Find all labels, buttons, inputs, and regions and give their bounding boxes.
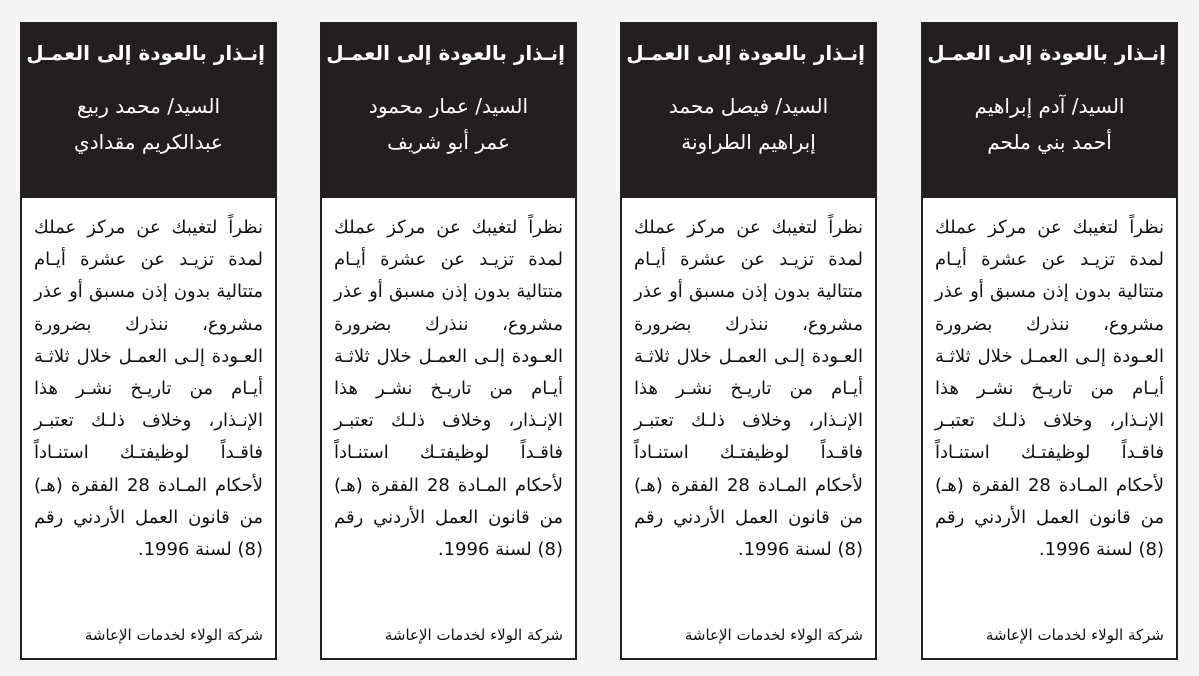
- notice-title: إنـذار بالعودة إلى العمـل: [26, 41, 265, 65]
- recipient-name-line1: السيد/ آدم إبراهيم: [974, 94, 1125, 118]
- notice-signature: شركة الولاء لخدمات الإعاشة: [384, 626, 563, 644]
- recipient-name-line1: السيد/ فيصل محمد: [668, 94, 829, 118]
- notice-card-4: [20, 22, 277, 660]
- notice-title: إنـذار بالعودة إلى العمـل: [927, 41, 1166, 65]
- recipient-name-line2: إبراهيم الطراونة: [681, 130, 816, 154]
- recipient-name-line2: أحمد بني ملحم: [987, 130, 1112, 154]
- notice-signature: شركة الولاء لخدمات الإعاشة: [985, 626, 1164, 644]
- notice-body: نظراً لتغيبك عن مركز عملك لمدة تزيـد عن عشرة أيـام متتالية بدون إذن مسبق أو عذر مشروع، ننذرك بضرورة العـودة إلـى العمـل خلال ثلاثـة أيـام من تاريـخ نشـر هذا الإنـذار، وخلاف ذلـك تعتبـر فاقـداً لوظيفتـك استنـاداً لأحكام المـادة 28 الفقرة (هـ) من قانون العمل الأردني رقم (8) لسنة 1996.: [34, 217, 263, 561]
- notice-body: نظراً لتغيبك عن مركز عملك لمدة تزيـد عن عشرة أيـام متتالية بدون إذن مسبق أو عذر مشروع، ننذرك بضرورة العـودة إلـى العمـل خلال ثلاثـة أيـام من تاريـخ نشـر هذا الإنـذار، وخلاف ذلـك تعتبـر فاقـداً لوظيفتـك استنـاداً لأحكام المـادة 28 الفقرة (هـ) من قانون العمل الأردني رقم (8) لسنة 1996.: [634, 217, 863, 561]
- recipient-name-line1: السيد/ محمد ربيع: [76, 94, 221, 118]
- notice-card-3: [320, 22, 577, 660]
- notice-header: [322, 24, 575, 198]
- notice-title: إنـذار بالعودة إلى العمـل: [326, 41, 565, 65]
- notice-card-2: [620, 22, 877, 660]
- recipient-name-line1: السيد/ عمار محمود: [368, 94, 529, 118]
- notice-header: [22, 24, 275, 198]
- recipient-name-line2: عبدالكريم مقدادي: [74, 130, 223, 154]
- notice-signature: شركة الولاء لخدمات الإعاشة: [684, 626, 863, 644]
- notice-header: [923, 24, 1176, 198]
- notice-card-1: [921, 22, 1178, 660]
- recipient-name-line2: عمر أبو شريف: [387, 130, 510, 154]
- notice-signature: شركة الولاء لخدمات الإعاشة: [84, 626, 263, 644]
- notice-body: نظراً لتغيبك عن مركز عملك لمدة تزيـد عن عشرة أيـام متتالية بدون إذن مسبق أو عذر مشروع، ننذرك بضرورة العـودة إلـى العمـل خلال ثلاثـة أيـام من تاريـخ نشـر هذا الإنـذار، وخلاف ذلـك تعتبـر فاقـداً لوظيفتـك استنـاداً لأحكام المـادة 28 الفقرة (هـ) من قانون العمل الأردني رقم (8) لسنة 1996.: [935, 217, 1164, 561]
- notice-body: نظراً لتغيبك عن مركز عملك لمدة تزيـد عن عشرة أيـام متتالية بدون إذن مسبق أو عذر مشروع، ننذرك بضرورة العـودة إلـى العمـل خلال ثلاثـة أيـام من تاريـخ نشـر هذا الإنـذار، وخلاف ذلـك تعتبـر فاقـداً لوظيفتـك استنـاداً لأحكام المـادة 28 الفقرة (هـ) من قانون العمل الأردني رقم (8) لسنة 1996.: [334, 217, 563, 561]
- notice-header: [622, 24, 875, 198]
- notice-title: إنـذار بالعودة إلى العمـل: [626, 41, 865, 65]
